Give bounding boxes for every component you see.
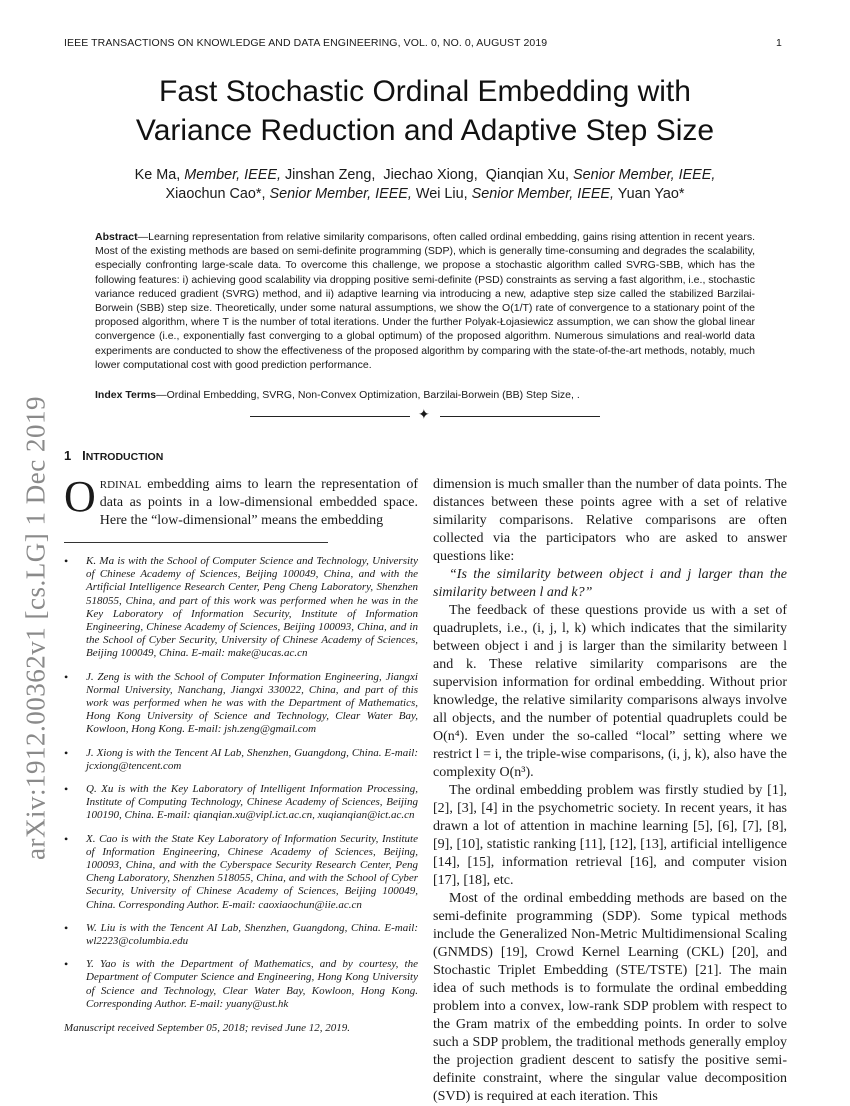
bullet-icon: • [64,831,69,846]
footnote-item [64,747,418,773]
footnote-text: K. Ma is with the School of Computer Science and Technology, University of Chinese Academy of Sciences, Beijing 100049, China, and with the Artificial Intelligence Research Center, Peng Cheng Laboratory, Shenzhen 518055, China, and part of this work was performed when he was in the Key Laboratory of Information Security, Institute of Information Engineering, Chinese Academy of Sciences, Beijing 100093, China, and in the School of Cyber Security, University of Chinese Academy of Sciences, Beijing 100049, China. E-mail: make@ucas.ac.cn [86,555,418,660]
author-role: Senior Member, IEEE, [573,167,716,183]
diamond-separator-icon: ✦ [418,408,430,423]
right-column [433,476,787,1106]
abstract-text: —Learning representation from relative similarity comparisons, often called ordinal embedding, gains rising attention in recent years. Most of the existing methods are based on semi-definite programming (SDP), which is generally time-consuming and degrades the scalability, especially confronting large-scale data. To overcome this challenge, we propose a stochastic algorithm called SVRG-SBB, which has the following features: i) achieving good scalability via dropping positive semi-definite (PSD) constraints as serving a fast algorithm, i.e., stochastic variance reduced gradient (SVRG) method, and ii) adaptive learning via introducing a new, adaptive step size called the stabilized Barzilai-Borwein (SBB) step size. Theoretically, under some natural assumptions, we show the O(1/T) rate of convergence to a stationary point of the proposed algorithm, where T is the number of total iterations. Under the further Polyak-Łojasiewicz assumption, we can show the global linear convergence (i.e., exponentially fast converging to a global optimum) of the proposed algorithm. Numerous simulations and real-world data experiments are conducted to show the effectiveness of the proposed algorithm by comparing with the state-of-the-art methods, notably, much lower computational cost with good prediction performance. [95,231,755,371]
author-line-1 [60,166,790,185]
footnote-text: J. Xiong is with the Tencent AI Lab, Shenzhen, Guangdong, China. E-mail: jcxiong@tencent.com [86,746,418,772]
bullet-icon: • [64,782,69,797]
author-name: Yuan Yao* [617,185,685,202]
author-name: Jiechao Xiong, [383,167,478,183]
intro-text: embedding aims to learn the representation of data as points in a low-dimensional embedded space. Here the “low-dimensional” means the embedding [99,477,418,528]
section-heading [64,448,163,463]
paragraph: Most of the ordinal embedding methods are based on the semi-definite programming (SDP). Some typical methods include the Generalized Non-Metric Multidimensional Scaling (GNMDS) [19], Crowd Kernel Learning (CKL) [20], and Stochastic Triplet Embedding (STE/TSTE) [21]. The main idea of such methods is to formulate the ordinal embedding problem into a convex, low-rank SDP problem with respect to the Gram matrix of the embedding points. In order to solve such a SDP problem, the traditional methods generally employ the projection gradient descent to satisfy the positive semi-definite constraint, where the singular value decomposition (SVD) is required at each iteration. This [433,891,787,1104]
footnotes [64,555,418,1021]
footnote-text: Y. Yao is with the Department of Mathematics, and by courtesy, the Department of Computer Science and Engineering, Hong Kong University of Science and Technology, Clear Water Bay, Kowloon, Hong Kong. Corresponding Author. E-mail: yuany@ust.hk [86,958,418,1010]
intro-paragraph [64,472,418,530]
title-line-2: Variance Reduction and Adaptive Step Size [135,114,715,147]
footnote-text: J. Zeng is with the School of Computer Information Engineering, Jiangxi Normal University, Nanchang, Jiangxi 330022, China, and part of this work was performed when he was with the Department of Mathematics, Hong Kong University of Science and Technology, Clear Water Bay, Kowloon, Hong Kong. E-mail: jsh.zeng@gmail.com [86,670,418,736]
separator-right [440,416,600,417]
bullet-icon: • [64,554,69,568]
manuscript-note: Manuscript received September 05, 2018; revised June 12, 2019. [64,1022,351,1034]
footnote-rule [64,542,328,543]
paragraph: dimension is much smaller than the number of data points. The distances between these points agree with a set of relative similarity comparisons. Relative comparisons are often collected via the participators who are asked to answer questions like: [433,477,787,564]
bullet-icon: • [64,920,69,935]
author-role: Senior Member, IEEE, [471,185,615,202]
section-number: 1 [64,448,72,463]
bullet-icon: • [64,669,69,684]
dropcap-letter: O [64,472,96,521]
index-terms-label: Index Terms [95,389,157,401]
separator-left [250,416,410,417]
bullet-icon: • [64,957,69,972]
footnote-item [64,922,418,948]
paragraph: The ordinal embedding problem was firstly studied by [1], [2], [3], [4] in the psychometric society. In recent years, it has drawn a lot of attention in machine learning [5], [6], [7], [8], [9], [10], statistic ranking [11], [12], [13], artificial intelligence [14], [15], information retrieval [16], and computer vision [17], [18], etc. [433,783,787,888]
paper-title [60,72,790,150]
section-title-first: I [82,448,86,463]
paragraph: The feedback of these questions provide us with a set of quadruplets, i.e., (i, j, l, k) which indicates that the similarity between object i and j is larger than the similarity between l and k. These relative similarity comparisons are the supervision information for ordinal embedding. Without prior knowledge, the relative similarity comparisons always involve all objects, and the number of potential quadruplets could be O(n⁴). Even under the so-called “local” setting where we restrict l = i, the triple-wise comparisons, (i, j, k), also have the complexity O(n³). [433,603,787,780]
abstract [95,230,755,372]
footnote-item [64,958,418,1011]
author-name: Qianqian Xu, [485,167,569,183]
author-name: Wei Liu, [415,185,468,202]
abstract-label: Abstract [95,231,138,243]
author-role: Senior Member, IEEE, [269,185,412,202]
footnote-text: X. Cao is with the State Key Laboratory of Information Security, Institute of Information Engineering, Chinese Academy of Sciences, Beijing, 100093, China, and with the Cyberspace Security Research Center, Peng Cheng Laboratory, Shenzhen 518055, China, and with the School of Cyber Security, University of Chinese Academy of Sciences, Beijing 100049, China. Corresponding Author. E-mail: caoxiaochun@iie.ac.cn [86,832,418,911]
author-name: Jinshan Zeng, [284,167,376,183]
intro-first-word: RDINAL [99,479,142,491]
arxiv-stamp-text: arXiv:1912.00362v1 [cs.LG] 1 Dec 2019 [20,396,51,860]
index-terms [95,389,755,401]
index-terms-text: —Ordinal Embedding, SVRG, Non-Convex Optimization, Barzilai-Borwein (BB) Step Size, . [156,389,580,401]
page-number: 1 [776,37,782,49]
footnote-text: W. Liu is with the Tencent AI Lab, Shenzhen, Guangdong, China. E-mail: wl2223@columbia.edu [86,921,418,948]
author-role: Member, IEEE, [184,167,281,183]
bullet-icon: • [64,745,69,760]
quote-paragraph: “Is the similarity between object i and j larger than the similarity between l and k?” [433,567,787,600]
footnote-item [64,833,418,912]
footnote-item [64,783,418,823]
section-title-rest: NTRODUCTION [85,451,164,463]
footnote-text: Q. Xu is with the Key Laboratory of Intelligent Information Processing, Institute of Computing Technology, Chinese Academy of Sciences, Beijing 100190, China. E-mail: qianqian.xu@vipl.ict.ac.cn, xuqianqian@ict.ac.cn [86,783,418,822]
author-line-2 [60,185,790,204]
author-list [60,166,790,203]
footnote-item [64,671,418,737]
author-name: Xiaochun Cao*, [165,185,266,202]
footnote-item [64,555,418,661]
title-line-1: Fast Stochastic Ordinal Embedding with [159,75,691,108]
author-name: Ke Ma, [134,167,181,183]
running-header: IEEE TRANSACTIONS ON KNOWLEDGE AND DATA ENGINEERING, VOL. 0, NO. 0, AUGUST 2019 [64,37,548,49]
